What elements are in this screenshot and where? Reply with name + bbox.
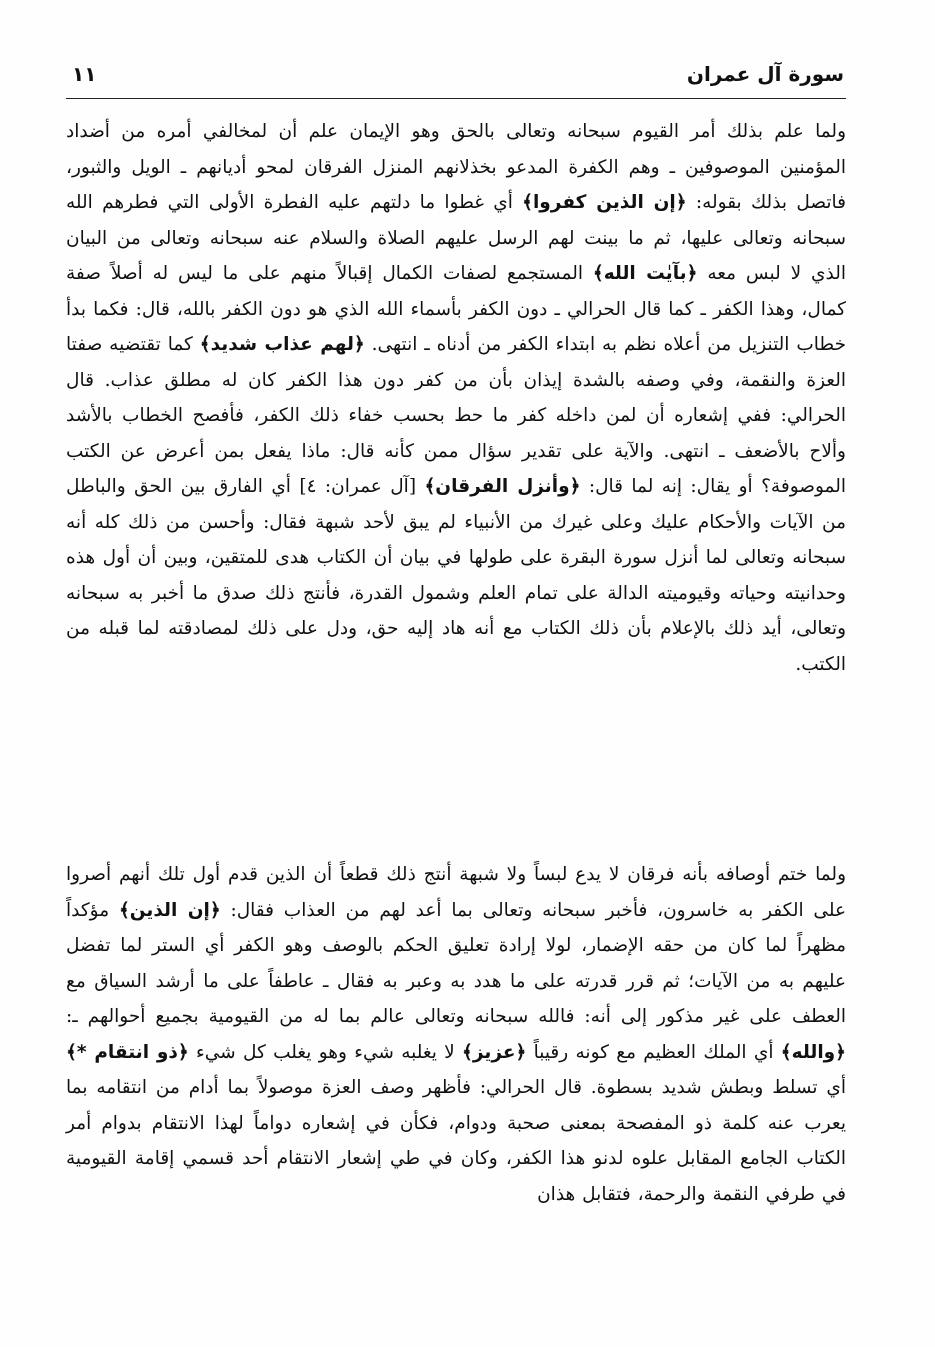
- quran-quote: ﴿لهم عذاب شديد﴾: [199, 334, 365, 355]
- quran-quote: ﴿عزيز﴾: [462, 1041, 527, 1063]
- header-divider: [66, 98, 846, 99]
- text-segment: أي الملك العظيم مع كونه رقيباً: [526, 1041, 781, 1063]
- surah-title: سورة آل عمران: [686, 62, 844, 86]
- text-segment: [آل عمران: ٤] أي الفارق بين الحق والباطل من الآيات والأحكام عليك وعلى غيرك من الأنبياء لم يبق لأحد شبهة فقال: وأحسن من ذلك كله أنه سبحانه وتعالى لما أنزل سورة البقرة على طولها في بيان أن الكتاب هدى للمتقين، وبين أن أول هذه وحدانيته وحياته وقيوميته الدالة على تمام العلم وشمول القدرة، فأنتج ذلك صدق ما أخبر به سبحانه وتعالى، أيد ذلك بالإعلام بأن ذلك الكتاب مع أنه هاد إليه حق، ودل على ذلك لمصادقته لما قبله من الكتب.: [66, 476, 846, 675]
- paragraph-2: [66, 857, 846, 1212]
- quran-quote: ﴿بآيٰت الله﴾: [592, 263, 698, 284]
- text-segment: ولما ختم أوصافه بأنه فرقان لا يدع لبساً ولا شبهة أنتج ذلك قطعاً أن الذين قدم أول تلك أنهم أصروا على الكفر به خاسرون، فأخبر سبحانه وتعالى بما أعد لهم من العذاب فقال:: [66, 864, 847, 921]
- quran-quote: ﴿وأنزل الفرقان﴾: [424, 476, 581, 497]
- paragraph-1: [66, 114, 846, 682]
- text-segment: المستجمع لصفات الكمال إقبالاً منهم على ما ليس له أصلاً صفة كمال، وهذا الكفر ـ كما قال الحرالي ـ دون الكفر بأسماء الله الذي هو دون الكفر بالله، قال: فكما بدأ خطاب التنزيل من أعلاه نظم به ابتداء الكفر من أدناه ـ انتهى.: [66, 263, 847, 355]
- text-segment: أي تسلط وبطش شديد بسطوة. قال الحرالي: فأظهر وصف العزة موصولاً بما أدام من انتقامه بما يعرب عنه كلمة ذو المفصحة بمعنى صحبة ودوام، فكأن في إشعاره دواماً لهذا الانتقام بدوام أمر الكتاب الجامع المقابل علوه لدنو هذا الكفر، وكان في طي إشعار الانتقام أحد قسمي إقامة القيومية في طرفي النقمة والرحمة، فتقابل هذان: [66, 1077, 846, 1205]
- text-segment: أي غطوا ما دلتهم عليه الفطرة الأولى التي فطرهم الله سبحانه وتعالى عليها، ثم ما بينت لهم الرسل عليهم الصلاة والسلام عنه سبحانه وتعالى من البيان الذي لا لبس معه: [66, 192, 846, 284]
- quran-quote: ﴿إن الذين﴾: [118, 899, 221, 921]
- quran-quote: ﴿إن الذين كفروا﴾: [522, 192, 687, 213]
- text-segment: ولما علم بذلك أمر القيوم سبحانه وتعالى بالحق وهو الإيمان علم أن لمخالفي أمره من أضداد المؤمنين الموصوفين ـ وهم الكفرة المدعو بخذلانهم المنزل الفرقان لمحو أديانهم ـ الويل والثبور، فاتصل بذلك بقوله:: [66, 121, 846, 213]
- text-segment: لا يغلبه شيء وهو يغلب كل شيء: [188, 1041, 463, 1063]
- text-segment: كما تقتضيه صفتا العزة والنقمة، وفي وصفه بالشدة إيذان بأن من كفر دون هذا الكفر كان له مطلق عذاب. قال الحرالي: ففي إشعاره أن لمن داخله كفر ما حط بحسب خفاء ذلك الكفر، فأفصح الخطاب بالأشد وألاح بالأضعف ـ انتهى. والآية على تقدير سؤال ممن كأنه قال: ماذا يفعل بمن أعرض عن الكتب الموصوفة؟ أو يقال: إنه لما قال:: [66, 334, 846, 497]
- quran-quote: ﴿ذو انتقام *﴾: [66, 1041, 189, 1063]
- running-header: [66, 58, 846, 98]
- text-segment: مؤكداً مظهراً لما كان من حقه الإضمار، لولا إرادة تعليق الحكم بالوصف وهو الكفر أي الستر لما تفضل عليهم به من الآيات؛ ثم قرر قدرته على ما هدد به وعبر به فقال ـ عاطفاً على ما أرشد السياق مع العطف على غير مذكور إلى أنه: فالله سبحانه وتعالى عالم بما له من القيومية بجميع أحوالهم ـ:: [66, 899, 846, 1027]
- quran-quote: ﴿والله﴾: [780, 1041, 847, 1063]
- page-number: ١١: [72, 62, 97, 86]
